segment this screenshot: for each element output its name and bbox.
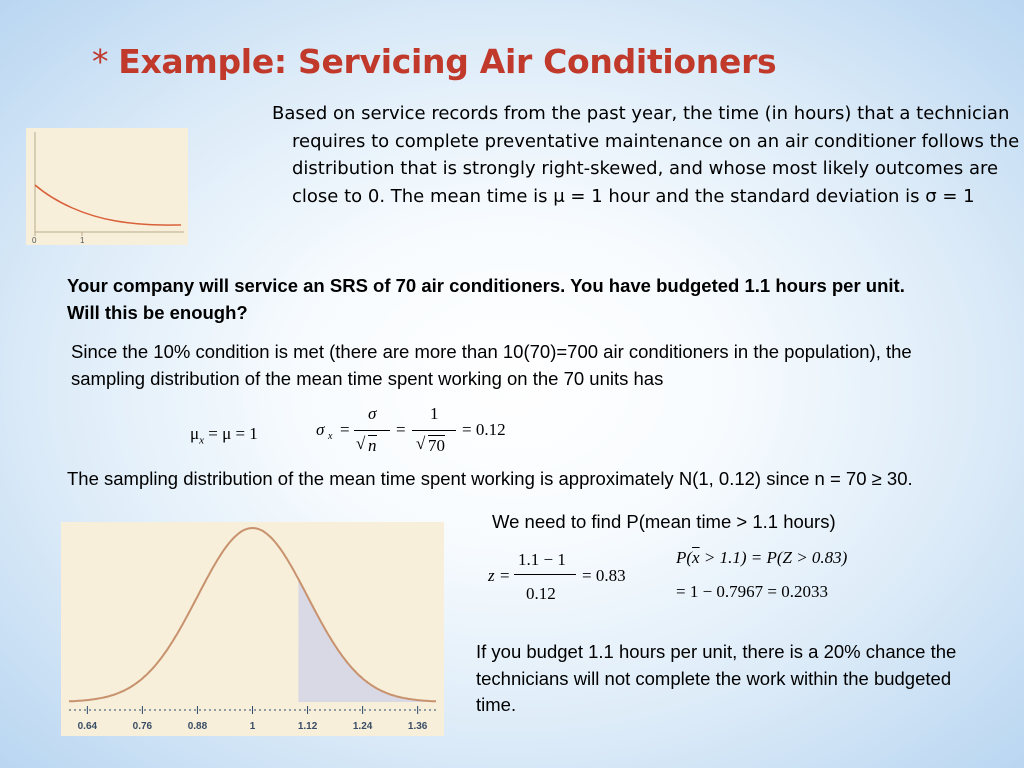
equals-2: = xyxy=(396,420,406,439)
shaded-tail-area xyxy=(298,579,436,702)
z-numerator: 1.1 − 1 xyxy=(518,550,566,569)
sigma-symbol: σ xyxy=(316,420,325,439)
sqrt-sign-2: √ xyxy=(416,434,426,453)
probability-line-1 xyxy=(676,548,847,568)
mu-symbol: μ xyxy=(190,424,200,443)
x-tick-label: 0.64 xyxy=(77,721,98,732)
intro-paragraph: Based on service records from the past year, the time (in hours) that a technician requires to complete preventative maintenance on an air conditioner follows the distribution that is strongly right-skewed, and whose most likely outcomes are close to 0. The mean time is μ = 1 hour and the standard deviation is σ = 1 xyxy=(272,103,1020,207)
x-tick-label: 0.76 xyxy=(132,721,153,732)
sigma-subscript: x xyxy=(328,431,333,442)
z-fraction-bar xyxy=(514,574,576,575)
x-tick-label: 1.36 xyxy=(407,721,428,732)
normal-curve-line xyxy=(69,528,436,701)
sd-value: = 0.12 xyxy=(462,420,506,439)
mean-formula xyxy=(190,424,258,446)
title-bullet-star: * xyxy=(92,42,109,81)
approximation-paragraph: The sampling distribution of the mean time spent working is approximately N(1, 0.12) since n = 70 ≥ 30. xyxy=(67,468,913,489)
z-value: = 0.83 xyxy=(582,566,626,585)
normal-curve-chart xyxy=(61,522,444,736)
z-lhs: z = xyxy=(488,566,511,585)
x-tick-label: 1.12 xyxy=(297,721,318,732)
fraction1-numerator: σ xyxy=(368,404,377,423)
thumb-tick-1: 1 xyxy=(80,236,85,245)
x-tick-label: 1 xyxy=(249,721,256,732)
x-tick-label: 1.24 xyxy=(352,721,373,732)
fraction2-bar xyxy=(412,430,456,431)
z-formula xyxy=(488,548,648,608)
sqrt-sign-1: √ xyxy=(356,434,366,453)
x-tick-label: 0.88 xyxy=(187,721,208,732)
fraction2-numerator: 1 xyxy=(430,404,439,423)
condition-paragraph: Since the 10% condition is met (there are more than 10(70)=700 air conditioners in the population), the sampling distribution of the mean time spent working on the 70 units has xyxy=(71,341,912,389)
find-probability-text: We need to find P(mean time > 1.1 hours) xyxy=(492,511,836,532)
fraction1-bar xyxy=(354,430,390,431)
skewed-distribution-thumbnail xyxy=(26,128,188,245)
conclusion-paragraph: If you budget 1.1 hours per unit, there is a 20% chance the technicians will not complete the work within the budgeted time. xyxy=(476,641,957,715)
sqrt-n: n xyxy=(368,436,377,455)
z-denominator: 0.12 xyxy=(526,584,556,603)
skewed-curve-graphic xyxy=(26,128,188,245)
probability-line-2: = 1 − 0.7967 = 0.2033 xyxy=(676,582,829,601)
question-text: Your company will service an SRS of 70 air conditioners. You have budgeted 1.1 hours per unit. Will this be enough? xyxy=(67,275,905,323)
p1-part-a: P( xyxy=(676,548,693,567)
p1-xbar: $\overline{x}$ xyxy=(692,548,700,567)
equals-1: = xyxy=(340,420,350,439)
thumb-tick-0: 0 xyxy=(32,236,37,245)
normal-curve-svg xyxy=(61,522,444,736)
sd-formula xyxy=(316,404,536,458)
slide-title xyxy=(92,42,776,81)
sqrt-70: 70 xyxy=(428,436,445,455)
mu-rest: = μ = 1 xyxy=(208,424,258,443)
title-text: Example: Servicing Air Conditioners xyxy=(118,42,777,81)
mu-subscript: x xyxy=(199,434,205,447)
p1-part-b: > 1.1) = P(Z > 0.83) xyxy=(699,548,848,567)
